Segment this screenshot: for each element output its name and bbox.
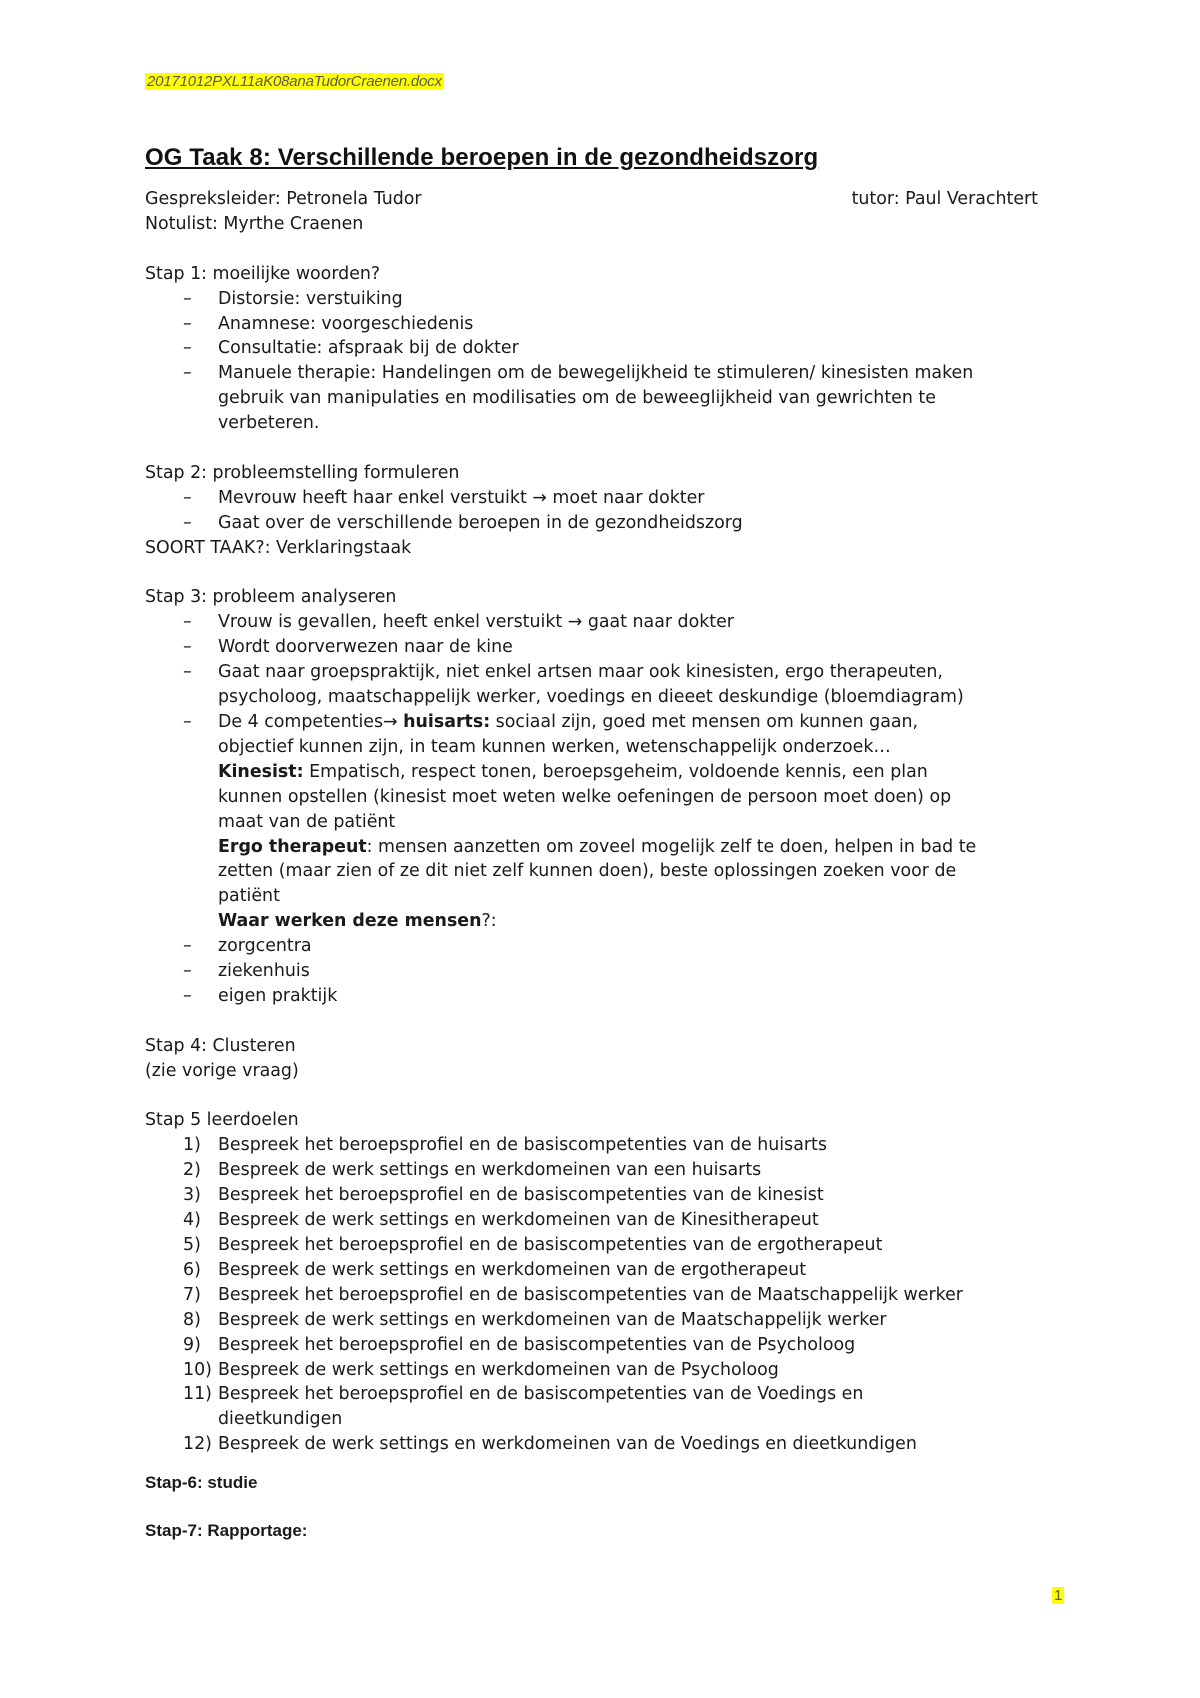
goal-text: Bespreek de werk settings en werkdomeinen van de ergotherapeut — [218, 1259, 807, 1280]
step7-text: Rapportage: — [202, 1521, 308, 1541]
huisarts-label: huisarts: — [403, 711, 491, 732]
step1-list — [145, 287, 1065, 387]
group-line-1: Gaat naar groepspraktijk, niet enkel artsen maar ook kinesisten, ergo therapeuten, — [218, 662, 943, 683]
goal-number: 3) — [183, 1185, 201, 1206]
step3-list — [145, 610, 1065, 685]
step6 — [145, 1471, 1065, 1495]
goal-number: 8) — [183, 1309, 201, 1330]
step6-label: Stap-6: — [145, 1473, 203, 1493]
goal-text: Bespreek de werk settings en werkdomeinen van de Kinesitherapeut — [218, 1210, 819, 1231]
meta-tutor: tutor: Paul Verachtert — [851, 189, 1038, 209]
step7 — [145, 1519, 1065, 1543]
list-item: – Consultatie: afspraak bij de dokter — [145, 336, 1065, 361]
ergo-line-2: zetten (maar zien of ze dit niet zelf kunnen doen), beste oplossingen zoeken voor de — [218, 861, 957, 882]
where-suffix: ?: — [481, 911, 497, 932]
goal-text: Bespreek het beroepsprofiel en de basiscompetenties van de kinesist — [218, 1185, 824, 1206]
goal-text: Bespreek de werk settings en werkdomeinen van de Psycholoog — [218, 1359, 779, 1380]
list-item — [145, 1133, 1065, 1158]
huisarts-line-2: objectief kunnen zijn, in team kunnen werken, wetenschappelijk onderzoek… — [218, 736, 891, 757]
goal-text: Bespreek de werk settings en werkdomeinen van een huisarts — [218, 1160, 762, 1181]
list-item — [145, 1183, 1065, 1208]
list-item — [145, 1432, 1065, 1457]
goal-text: Bespreek de werk settings en werkdomeinen van de Maatschappelijk werker — [218, 1309, 887, 1330]
goal-text: Bespreek het beroepsprofiel en de basiscompetenties van de huisarts — [218, 1135, 827, 1156]
list-item — [145, 1258, 1065, 1283]
meta-leader: Gespreksleider: Petronela Tudor — [145, 189, 422, 209]
list-item — [145, 1382, 1065, 1407]
list-item — [145, 1308, 1065, 1333]
kinesist-label: Kinesist: — [218, 761, 304, 782]
goal-text: Bespreek het beroepsprofiel en de basiscompetenties van de Voedings en — [218, 1384, 864, 1405]
list-item — [145, 1233, 1065, 1258]
therapy-line-1: Manuele therapie: Handelingen om de bewegelijkheid te stimuleren/ kinesisten maken — [218, 363, 974, 384]
goal-number: 4) — [183, 1210, 201, 1231]
step6-text: studie — [202, 1473, 258, 1493]
step4-note: (zie vorige vraag) — [145, 1060, 299, 1081]
document-body — [145, 143, 1065, 1543]
goal-number: 12) — [183, 1434, 212, 1455]
goal-text: Bespreek het beroepsprofiel en de basiscompetenties van de ergotherapeut — [218, 1234, 883, 1255]
goal-number: 1) — [183, 1135, 201, 1156]
list-item: – Wordt doorverwezen naar de kine — [145, 635, 1065, 660]
competence-intro: De 4 competenties→ — [218, 711, 404, 732]
goal-number: 2) — [183, 1160, 201, 1181]
where-line — [145, 909, 1065, 934]
goal-number: 9) — [183, 1334, 201, 1355]
group-line-2: psycholoog, maatschappelijk werker, voedings en dieeet deskundige (bloemdiagram) — [218, 687, 964, 708]
list-item: – Mevrouw heeft haar enkel verstuikt → moet naar dokter — [145, 486, 1065, 511]
goal-number: 10) — [183, 1359, 212, 1380]
task-type: SOORT TAAK?: Verklaringstaak — [145, 537, 412, 558]
step3-heading: Stap 3: probleem analyseren — [145, 587, 397, 608]
goals-list — [145, 1133, 1065, 1407]
kinesist-text: Empatisch, respect tonen, beroepsgeheim, voldoende kennis, een plan — [303, 761, 928, 782]
list-item — [145, 660, 1065, 685]
kinesist-line-1 — [145, 760, 1065, 785]
step2-list — [145, 486, 1065, 536]
list-item: – Vrouw is gevallen, heeft enkel verstuikt → gaat naar dokter — [145, 610, 1065, 635]
meta-notulist: Notulist: Myrthe Craenen — [145, 213, 364, 234]
list-item: – zorgcentra — [145, 934, 1065, 959]
list-item: – Anamnese: voorgeschiedenis — [145, 312, 1065, 337]
places-list — [145, 934, 1065, 1009]
goals-list-end — [145, 1432, 1065, 1457]
ergo-line-3: patiënt — [218, 886, 280, 907]
kinesist-line-2: kunnen opstellen (kinesist moet weten welke oefeningen de persoon moet doen) op — [218, 786, 952, 807]
step2-heading: Stap 2: probleemstelling formuleren — [145, 462, 460, 483]
step1-heading: Stap 1: moeilijke woorden? — [145, 263, 381, 284]
list-item — [145, 1208, 1065, 1233]
huisarts-line-1: sociaal zijn, goed met mensen om kunnen gaan, — [490, 711, 919, 732]
step7-label: Stap-7: — [145, 1521, 203, 1541]
competence-list — [145, 710, 1065, 735]
goal-number: 7) — [183, 1284, 201, 1305]
list-item: – ziekenhuis — [145, 959, 1065, 984]
list-item: – Distorsie: verstuiking — [145, 287, 1065, 312]
step5-heading: Stap 5 leerdoelen — [145, 1110, 299, 1131]
page-number: 1 — [1054, 1587, 1063, 1604]
goal-number: 11) — [183, 1384, 212, 1405]
header-filename: 20171012PXL11aK08anaTudorCraenen.docx — [147, 73, 442, 90]
goal-11-continued: dieetkundigen — [218, 1409, 343, 1430]
list-item — [145, 710, 1065, 735]
therapy-line-2: gebruik van manipulaties en modilisaties om de beweeglijkheid van gewrichten te — [218, 388, 936, 409]
where-label: Waar werken deze mensen — [218, 911, 482, 932]
page-title: OG Taak 8: Verschillende beroepen in de gezondheidszorg — [145, 144, 819, 171]
goal-text: Bespreek het beroepsprofiel en de basiscompetenties van de Psycholoog — [218, 1334, 856, 1355]
list-item: – eigen praktijk — [145, 984, 1065, 1009]
list-item — [145, 1283, 1065, 1308]
step4-heading: Stap 4: Clusteren — [145, 1035, 296, 1056]
ergo-text: : mensen aanzetten om zoveel mogelijk zelf te doen, helpen in bad te — [366, 836, 977, 857]
list-item — [145, 361, 1065, 386]
ergo-label: Ergo therapeut — [218, 836, 367, 857]
list-item — [145, 1358, 1065, 1383]
therapy-line-3: verbeteren. — [218, 413, 320, 434]
goal-text: Bespreek het beroepsprofiel en de basiscompetenties van de Maatschappelijk werker — [218, 1284, 963, 1305]
ergo-line-1 — [145, 835, 1065, 860]
goal-number: 6) — [183, 1259, 201, 1280]
goal-number: 5) — [183, 1234, 201, 1255]
list-item: – Gaat over de verschillende beroepen in de gezondheidszorg — [145, 511, 1065, 536]
meta-row — [145, 187, 1038, 212]
goal-text: Bespreek de werk settings en werkdomeinen van de Voedings en dieetkundigen — [218, 1434, 917, 1455]
list-item — [145, 1333, 1065, 1358]
list-item — [145, 1158, 1065, 1183]
kinesist-line-3: maat van de patiënt — [218, 811, 396, 832]
